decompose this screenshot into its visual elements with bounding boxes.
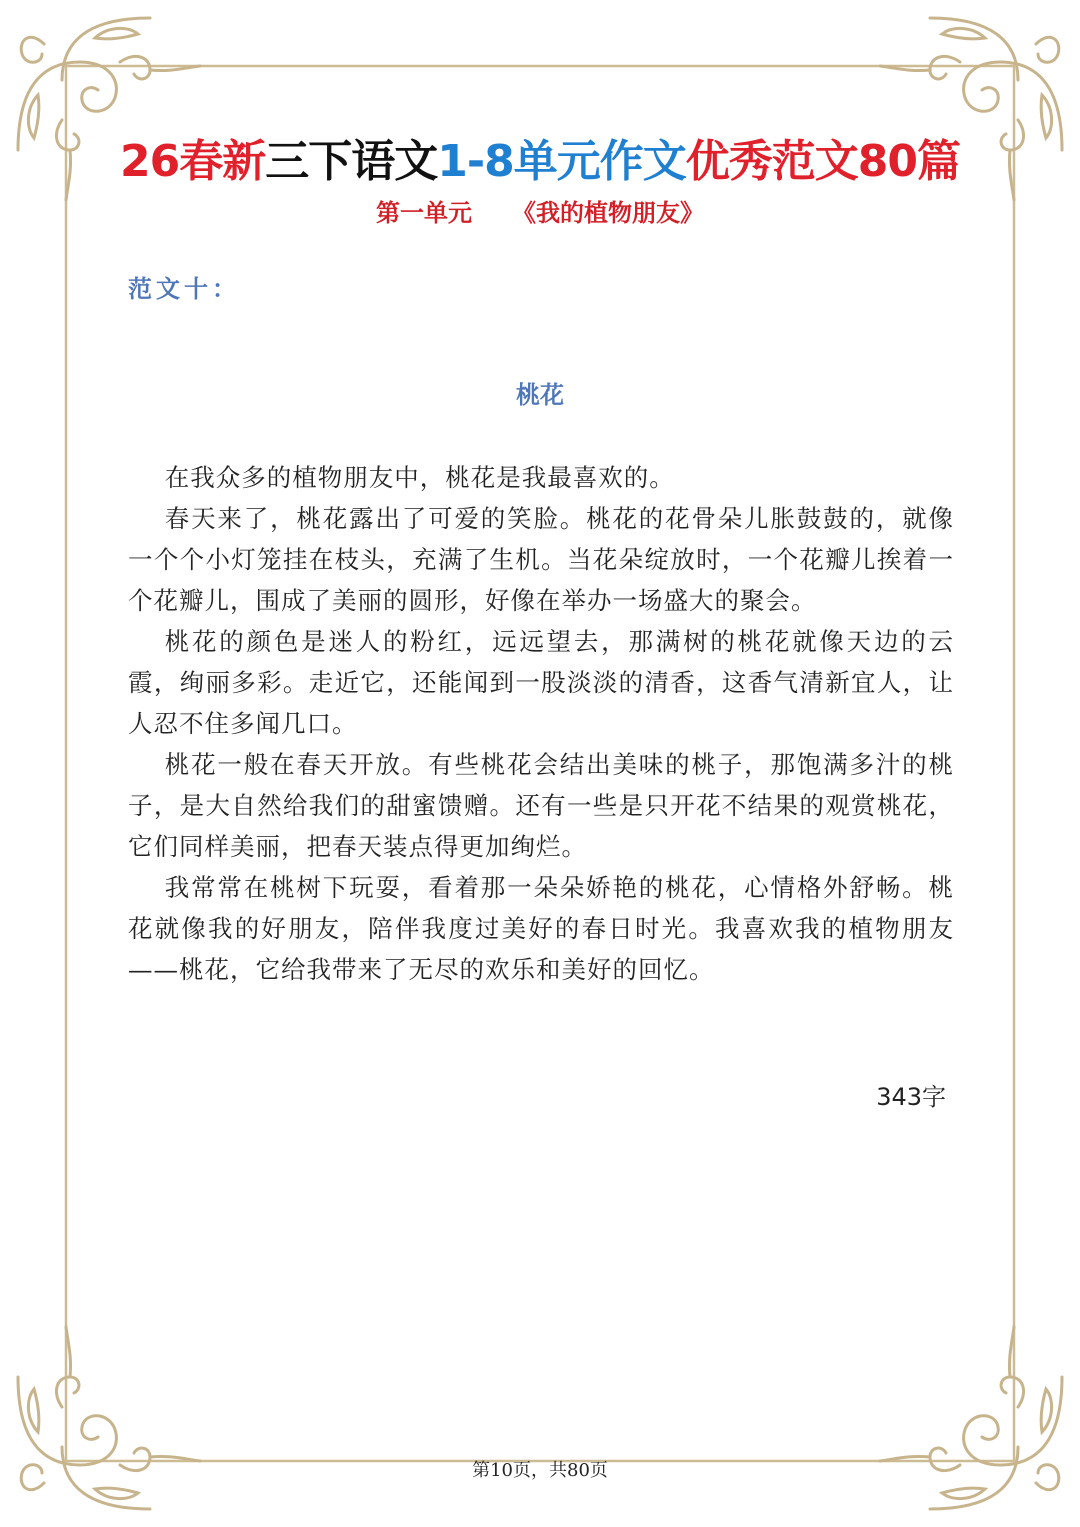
title-part: 三下语文 (265, 136, 438, 187)
essay-paragraph: 桃花一般在春天开放。有些桃花会结出美味的桃子，那饱满多汁的桃子，是大自然给我们的甜蜜馈赠。还有一些是只开花不结果的观赏桃花，它们同样美丽，把春天装点得更加绚烂。 (128, 750, 954, 861)
unit-subtitle (0, 196, 1080, 230)
unit-theme: 《我的植物朋友》 (512, 198, 704, 227)
title-part: 1-8单元作文 (437, 136, 686, 187)
essay-paragraph: 春天来了，桃花露出了可爱的笑脸。桃花的花骨朵儿胀鼓鼓的，就像一个个小灯笼挂在枝头，充满了生机。当花朵绽放时，一个花瓣儿挨着一个花瓣儿，围成了美丽的圆形，好像在举办一场盛大的聚会。 (128, 504, 954, 615)
essay-label: 范文十： (128, 274, 240, 303)
essay-paragraph: 我常常在桃树下玩耍，看着那一朵朵娇艳的桃花，心情格外舒畅。桃花就像我的好朋友，陪伴我度过美好的春日时光。我喜欢我的植物朋友——桃花，它给我带来了无尽的欢乐和美好的回忆。 (128, 873, 954, 984)
essay-body (128, 457, 954, 990)
word-count: 343字 (876, 1083, 946, 1111)
page-number: 第10页，共80页 (472, 1460, 608, 1481)
essay-paragraph: 桃花的颜色是迷人的粉红，远远望去，那满树的桃花就像天边的云霞，绚丽多彩。走近它，还能闻到一股淡淡的清香，这香气清新宜人，让人忍不住多闻几口。 (128, 627, 954, 738)
title-part: 优秀范文80篇 (685, 136, 960, 187)
document-title (0, 132, 1080, 192)
title-part: 26春新 (120, 136, 266, 187)
unit-label: 第一单元 (376, 198, 472, 227)
essay-title: 桃花 (516, 381, 564, 409)
essay-paragraph: 在我众多的植物朋友中，桃花是我最喜欢的。 (164, 463, 675, 492)
